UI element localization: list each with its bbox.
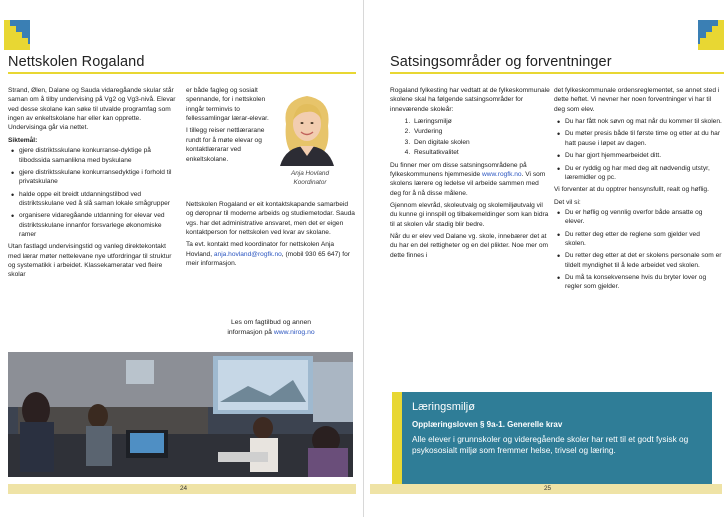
list-item: • Du må ta konsekvensene hvis du bryter lover og regler som gjelder. [554, 273, 722, 292]
list-item: • Du er ryddig og har med deg alt nødvendig utstyr, læremidler og pc. [554, 164, 722, 183]
list-item: • Du er høflig og vennlig overfor både ansatte og elever. [554, 208, 722, 227]
contact-paragraph [186, 240, 356, 268]
law-box-text: Alle elever i grunnskoler og videregående skoler har rett til et godt fysisk og psykososialt miljø som fremmer helse, trivsel og læring. [412, 434, 689, 456]
page-title: Nettskolen Rogaland [8, 54, 145, 70]
list-item: 1. Læringsmiljø [412, 117, 550, 126]
email-link[interactable]: anja.hovland@rogfk.no [213, 250, 282, 258]
list-item: • Du retter deg etter de reglene som gjelder ved skolen. [554, 230, 722, 249]
paragraph: Nettskolen Rogaland er eit kontaktskapande samarbeid og døropnar til moderne arbeids og studiemetodar. Sauda vgs. har det administrative ansvaret, men det er eigen kontaktperson for nettskolen ved kvar av skolane. [186, 201, 355, 237]
contact-prefix: Ta evt. kontakt med koordinator for nettskolen Anja Hovland, [186, 241, 335, 258]
portrait-photo [272, 84, 342, 166]
law-quote-box [392, 392, 712, 492]
corner-steps-left-icon [4, 20, 30, 50]
paragraph: det fylkeskommunale ordensreglementet, se annet sted i dette heftet. Vi nevner her noen forventninger vi har til deg som elev. [554, 87, 720, 113]
notice-line: informasjon på www.nirog.no [227, 328, 315, 336]
list-item: • gjere distriktsskulane konkurransedyktige i forhold til privatskulane [8, 168, 180, 187]
caption-name: Anja Hovland [290, 170, 329, 177]
list-item: 3. Den digitale skolen [412, 138, 550, 147]
corner-steps-right-icon [698, 20, 724, 50]
paragraph: I tillegg reiser nettlærarane rundt for å møte elevar og kontaktlærarar ved enkeltskolane. [186, 127, 265, 163]
page-number: 24 [180, 485, 188, 492]
law-box-subtitle: Opplæringsloven § 9a-1. Generelle krav [412, 420, 563, 429]
paragraph: er både fagleg og sosialt spennande, for i nettskolen inngår terminvis to fellessamlingar lærar-elevar. [186, 87, 269, 123]
right-page [364, 0, 728, 517]
paragraph: Du finner mer om disse satsningsområdene på fylkeskommunens hjemmeside www.rogfk.no. Vi som skolens lærere og ledelse vil arbeide sammen med deg for å nå disse målene. [390, 161, 546, 197]
page-number: 25 [544, 485, 552, 492]
closing-paragraph: Utan fastlagd undervisingstid og vanleg direktekontakt med lærar møter nettelevane nye utfordringar til struktur og systematikk i arbeidet. Klassekameratar ved fleire skolar [8, 243, 172, 279]
portrait-caption [266, 170, 354, 187]
list-item: 2. Vurdering [412, 127, 550, 136]
info-notice [186, 318, 356, 337]
notice-line: Les om fagtilbud og annen [230, 319, 312, 326]
paragraph: Vi forventer at du opptrer hensynsfullt, realt og høflig. [554, 186, 709, 194]
list-item: • Du retter deg etter at det er skolens personale som er tildelt myndighet til å lede arbeidet ved skolen. [554, 251, 722, 270]
goals-heading: Siktemål: [8, 136, 38, 144]
focus-areas-list [412, 117, 550, 157]
list-item: • Du har gjort hjemmearbeidet ditt. [554, 151, 722, 160]
law-box-accent [392, 392, 402, 492]
law-box-title: Læringsmiljø [412, 401, 475, 413]
behaviour-list [554, 208, 722, 292]
middle-column-bottom [186, 200, 356, 272]
right-column-2 [554, 86, 722, 295]
right-column-1 [390, 86, 550, 263]
caption-role: Koordinator [293, 178, 327, 186]
classroom-photo [8, 352, 353, 477]
title-underline [8, 72, 356, 74]
expectations-list [554, 117, 722, 182]
subheading: Det vil si: [554, 198, 581, 206]
list-item: • organisere vidaregåande utdanning for elevar ved distriktsskulane innanfor forsvarlege økonomiske ramer [8, 211, 180, 239]
website-link[interactable]: www.rogfk.no [482, 170, 522, 178]
paragraph: Når du er elev ved Dalane vg. skole, innebærer det at du har en del rettigheter og en del plikter. Noe mer om dette finnes i [390, 233, 548, 259]
paragraph: Gjennom elevråd, skoleutvalg og skolemiljøutvalg vil du kunne gi innspill og tilbakemeldinger som kan bidra til at skolen vår stadig blir bedre. [390, 201, 549, 228]
title-underline [390, 72, 724, 74]
list-item: 4. Resultatkvalitet [412, 148, 550, 157]
left-column [8, 86, 180, 283]
goals-list [8, 146, 180, 239]
middle-column-top [186, 86, 270, 167]
intro-paragraph: Rogaland fylkesting har vedtatt at de fylkeskommunale skolene skal ha følgende satsingsområder for inneværende skoleår: [390, 87, 550, 113]
contact-phone: , (mobil 930 65 647) for meir informasjon. [186, 250, 350, 268]
list-item: • Du møter presis både til første time og etter at du har hatt pause i løpet av dagen. [554, 129, 722, 148]
list-item: • halde oppe eit breidt utdanningstilbod ved distriktsskulane ved å slå saman lokale smågrupper [8, 190, 180, 209]
intro-paragraph: Strand, Ølen, Dalane og Sauda vidaregåande skular står saman om å tilby undervising på Vg2 og Vg3-nivå. Elevar ved desse skolane kan søke til utvalde programfag som ingen av enkeltskolane har eller kan opprette. Undervisinga går via nettet. [8, 87, 176, 132]
website-link[interactable]: www.nirog.no [273, 328, 315, 336]
list-item: • Du har fått nok søvn og mat når du kommer til skolen. [554, 117, 722, 126]
list-item: • gjere distriktsskulane konkurranse-dyktige på tilbodssida samanlikna med byskulane [8, 146, 180, 165]
page-title: Satsingsområder og forventninger [390, 54, 612, 70]
